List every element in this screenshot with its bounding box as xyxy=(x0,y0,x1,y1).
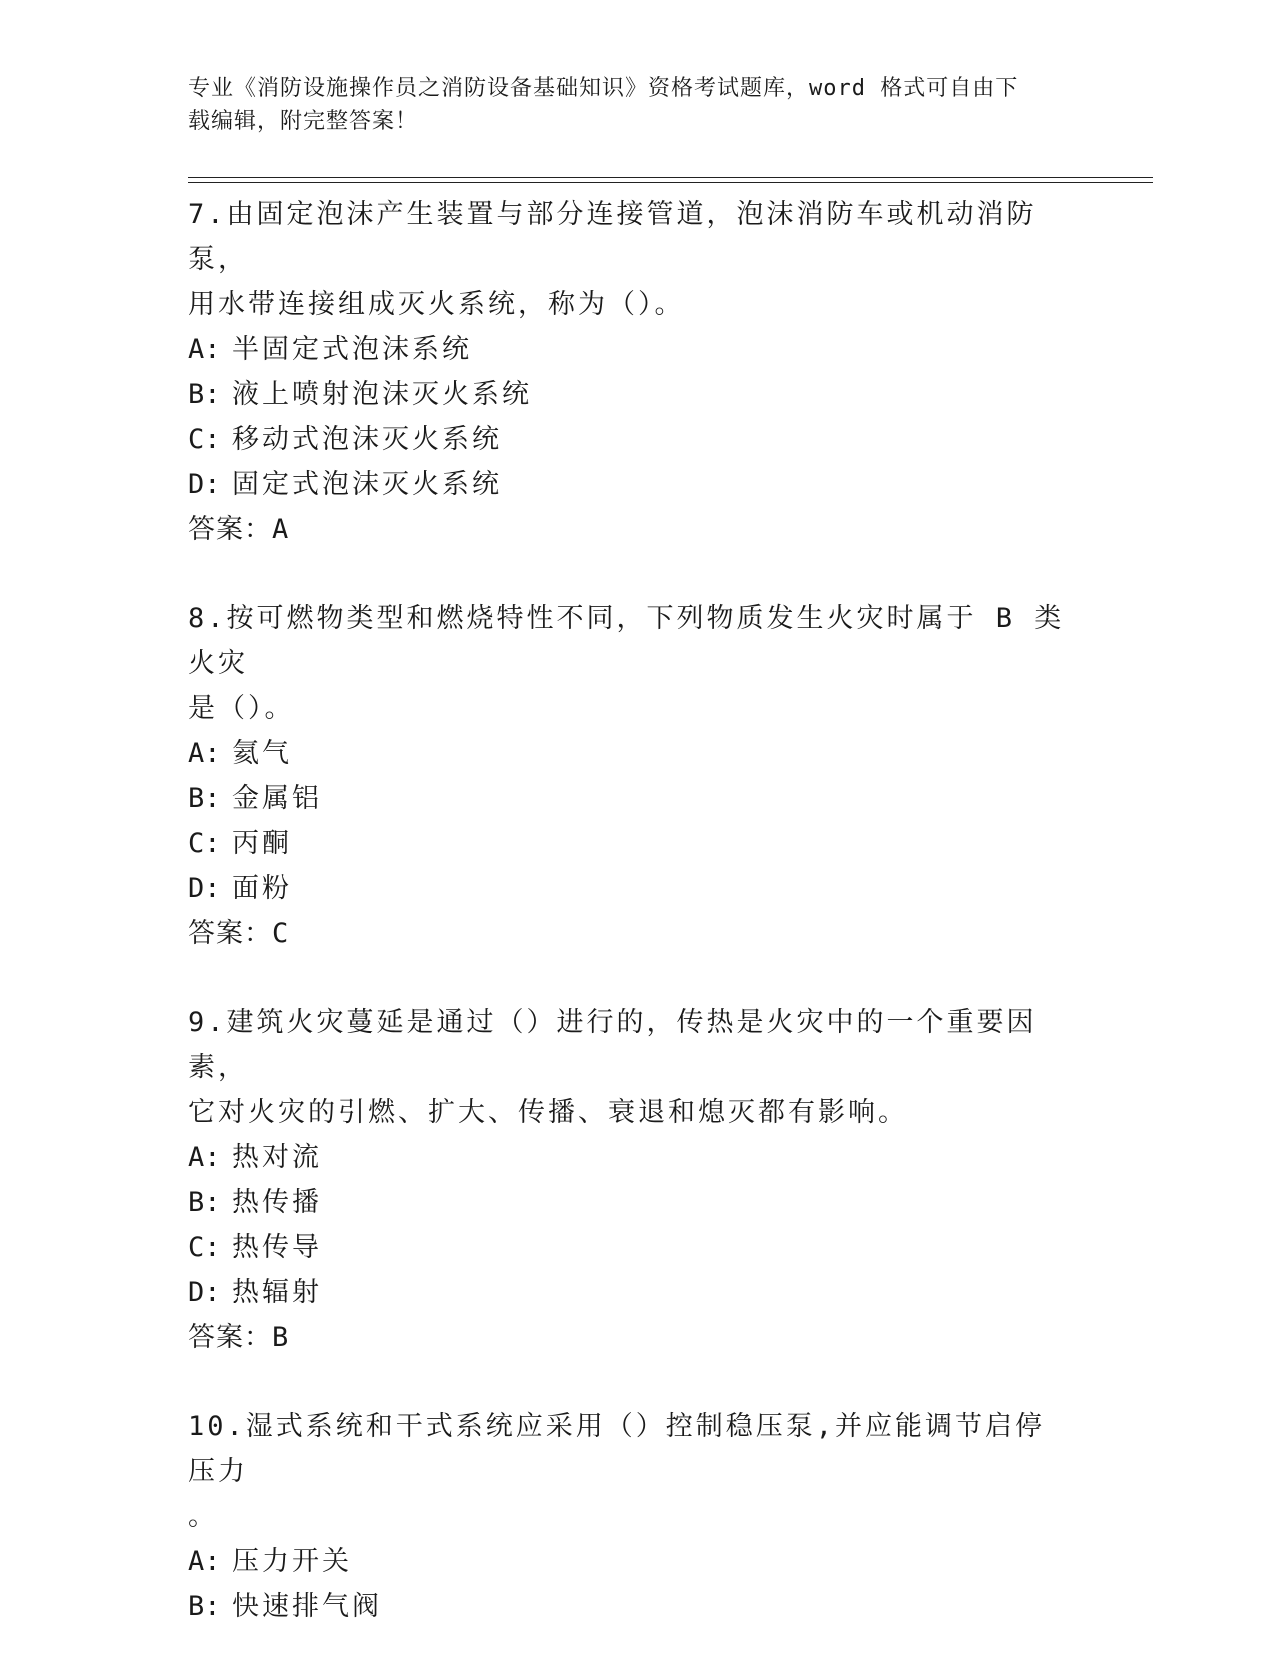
option-text: 移动式泡沫灭火系统 xyxy=(232,424,502,455)
answer-option xyxy=(188,1180,1068,1225)
option-letter: D: xyxy=(188,873,221,904)
header-line-1: 专业《消防设施操作员之消防设备基础知识》资格考试题库，word 格式可自由下 xyxy=(188,76,1019,101)
option-text: 快速排气阀 xyxy=(232,1591,382,1622)
answer-option xyxy=(188,821,1068,866)
answer-option xyxy=(188,1584,1068,1629)
answer-option xyxy=(188,776,1068,821)
question-block xyxy=(188,192,1068,552)
header-line-2: 载编辑，附完整答案！ xyxy=(188,109,419,134)
option-letter: A: xyxy=(188,1546,221,1577)
option-letter: C: xyxy=(188,828,221,859)
option-letter: B: xyxy=(188,1187,221,1218)
option-letter: A: xyxy=(188,1142,221,1173)
option-text: 面粉 xyxy=(232,873,292,904)
question-stem-line: 它对火灾的引燃、扩大、传播、衰退和熄灭都有影响。 xyxy=(188,1097,908,1128)
option-text: 热辐射 xyxy=(232,1277,322,1308)
option-text: 压力开关 xyxy=(232,1546,352,1577)
answer-option xyxy=(188,731,1068,776)
answer-key: 答案：C xyxy=(188,918,290,949)
option-letter: C: xyxy=(188,424,221,455)
answer-option xyxy=(188,417,1068,462)
question-stem-line: 7.由固定泡沫产生装置与部分连接管道，泡沫消防车或机动消防泵， xyxy=(188,199,1037,275)
answer-key: 答案：A xyxy=(188,514,290,545)
document-header xyxy=(188,72,1068,138)
option-letter: B: xyxy=(188,1591,221,1622)
answer-option xyxy=(188,372,1068,417)
option-letter: D: xyxy=(188,469,221,500)
answer-option xyxy=(188,462,1068,507)
answer-key: 答案：B xyxy=(188,1322,290,1353)
option-letter: A: xyxy=(188,738,221,769)
option-letter: B: xyxy=(188,783,221,814)
answer-option xyxy=(188,1539,1068,1584)
option-text: 热对流 xyxy=(232,1142,322,1173)
question-block xyxy=(188,1404,1068,1629)
question-block xyxy=(188,596,1068,956)
question-stem-line: 是（）。 xyxy=(188,693,295,724)
option-text: 固定式泡沫灭火系统 xyxy=(232,469,502,500)
answer-option xyxy=(188,1225,1068,1270)
option-text: 热传播 xyxy=(232,1187,322,1218)
question-stem-line: 9.建筑火灾蔓延是通过（）进行的，传热是火灾中的一个重要因素， xyxy=(188,1007,1037,1083)
option-text: 热传导 xyxy=(232,1232,322,1263)
question-block xyxy=(188,1000,1068,1360)
option-text: 金属铝 xyxy=(232,783,322,814)
question-list xyxy=(188,192,1068,1673)
option-letter: B: xyxy=(188,379,221,410)
answer-option xyxy=(188,1270,1068,1315)
header-divider-top xyxy=(188,177,1153,178)
question-stem-line: 10.湿式系统和干式系统应采用（）控制稳压泵,并应能调节启停压力 xyxy=(188,1411,1046,1487)
answer-option xyxy=(188,866,1068,911)
answer-option xyxy=(188,327,1068,372)
question-stem-line: 8.按可燃物类型和燃烧特性不同，下列物质发生火灾时属于 B 类火灾 xyxy=(188,603,1065,679)
option-letter: D: xyxy=(188,1277,221,1308)
option-text: 丙酮 xyxy=(232,828,292,859)
header-divider-bottom xyxy=(188,182,1153,183)
answer-option xyxy=(188,1135,1068,1180)
option-text: 半固定式泡沫系统 xyxy=(232,334,472,365)
option-letter: C: xyxy=(188,1232,221,1263)
question-stem-line: 。 xyxy=(188,1501,218,1532)
question-stem-line: 用水带连接组成灭火系统，称为（）。 xyxy=(188,289,685,320)
option-text: 氦气 xyxy=(232,738,292,769)
option-text: 液上喷射泡沫灭火系统 xyxy=(232,379,532,410)
option-letter: A: xyxy=(188,334,221,365)
